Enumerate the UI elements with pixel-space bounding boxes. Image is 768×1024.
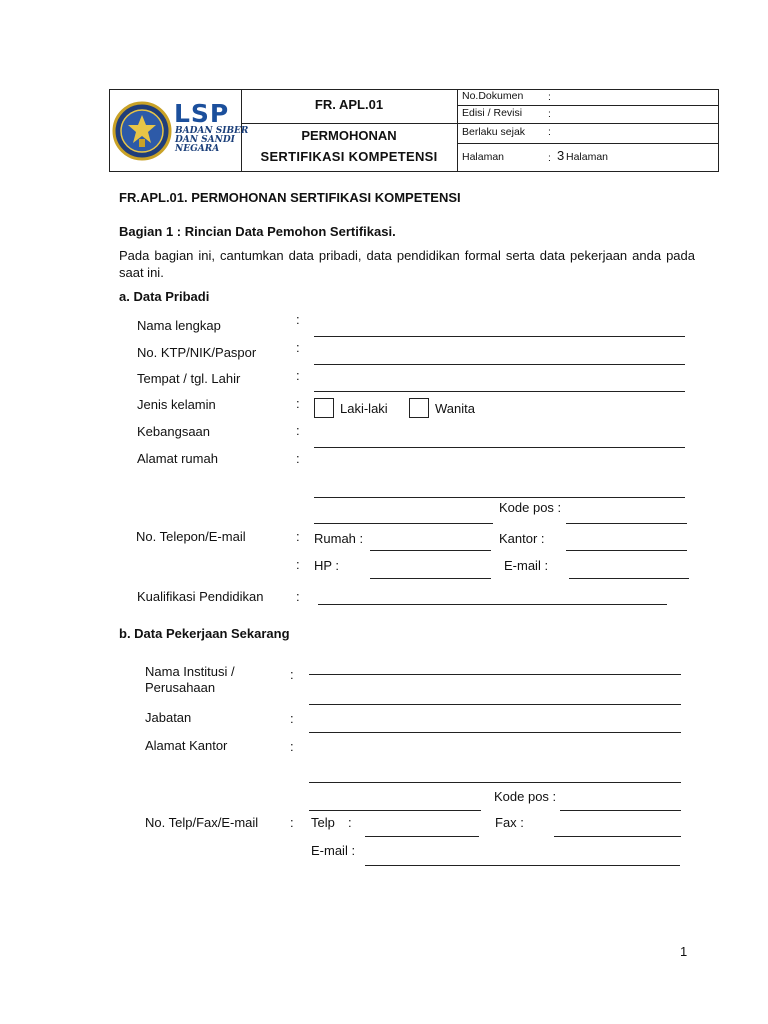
label-institusi-line1: Nama Institusi / <box>145 664 235 679</box>
page-number: 1 <box>680 944 688 959</box>
alamat-kantor-field[interactable] <box>309 782 681 783</box>
form-title-line1: PERMOHONAN <box>301 128 397 143</box>
colon: : <box>296 589 300 604</box>
colon: : <box>290 815 294 830</box>
label-email: E-mail : <box>504 558 549 573</box>
alamat-rumah-field-2[interactable] <box>314 523 493 524</box>
label-laki-laki: Laki-laki <box>340 401 388 416</box>
section-b-heading: b. Data Pekerjaan Sekarang <box>119 626 290 641</box>
colon: : <box>296 529 300 544</box>
header-divider <box>457 90 458 171</box>
kode-pos-kantor-field[interactable] <box>560 810 681 811</box>
intro-line2: saat ini. <box>119 265 164 280</box>
colon: : <box>290 739 294 754</box>
label-wanita: Wanita <box>435 401 475 416</box>
colon: : <box>290 667 294 682</box>
colon: : <box>296 368 300 383</box>
ttl-field[interactable] <box>314 391 685 392</box>
section-a-heading: a. Data Pribadi <box>119 289 210 304</box>
colon: : <box>296 557 300 572</box>
label-nama-lengkap: Nama lengkap <box>137 318 221 333</box>
label-hp: HP : <box>314 558 340 573</box>
colon: : <box>290 711 294 726</box>
colon: : <box>296 423 300 438</box>
label-jabatan: Jabatan <box>145 710 192 725</box>
part1-heading: Bagian 1 : Rincian Data Pemohon Sertifikasi. <box>119 224 396 239</box>
checkbox-laki-laki[interactable] <box>314 398 334 418</box>
institusi-field[interactable] <box>309 674 681 675</box>
document-title: FR.APL.01. PERMOHONAN SERTIFIKASI KOMPETENSI <box>119 190 461 205</box>
label-kualifikasi: Kualifikasi Pendidikan <box>137 589 264 604</box>
alamat-kantor-field-2[interactable] <box>309 810 481 811</box>
label-ktp: No. KTP/NIK/Paspor <box>137 345 257 360</box>
email-field[interactable] <box>569 578 689 579</box>
nama-lengkap-field[interactable] <box>314 336 685 337</box>
header-divider <box>457 105 718 106</box>
meta-label-berlaku: Berlaku sejak <box>462 126 526 138</box>
colon: : <box>348 815 352 830</box>
colon: : <box>296 451 300 466</box>
label-kantor: Kantor : <box>499 531 545 546</box>
meta-label-edisi: Edisi / Revisi <box>462 107 523 119</box>
telepon-kantor-field[interactable] <box>566 550 687 551</box>
colon: : <box>296 396 300 411</box>
kebangsaan-field[interactable] <box>314 447 685 448</box>
institusi-field-2[interactable] <box>309 704 681 705</box>
email-kantor-field[interactable] <box>365 865 680 866</box>
label-alamat-rumah: Alamat rumah <box>137 451 218 466</box>
telepon-rumah-field[interactable] <box>370 550 491 551</box>
label-telp: Telp <box>311 815 335 830</box>
meta-colon: : <box>548 91 551 103</box>
meta-halaman-text: Halaman <box>566 151 609 163</box>
meta-colon: : <box>548 152 551 164</box>
colon: : <box>296 312 300 327</box>
alamat-rumah-field[interactable] <box>314 497 685 498</box>
checkbox-wanita[interactable] <box>409 398 429 418</box>
form-title-line2: SERTIFIKASI KOMPETENSI <box>260 149 438 164</box>
label-telepon: No. Telepon/E-mail <box>136 529 246 544</box>
meta-halaman-number: 3 <box>557 148 565 163</box>
meta-colon: : <box>548 126 551 138</box>
jabatan-field[interactable] <box>309 732 681 733</box>
label-institusi-line2: Perusahaan <box>145 680 216 695</box>
ktp-field[interactable] <box>314 364 685 365</box>
label-telp-fax-email: No. Telp/Fax/E-mail <box>145 815 259 830</box>
logo-org-name: BADAN SIBER DAN SANDI NEGARA <box>175 126 249 154</box>
kualifikasi-field[interactable] <box>318 604 667 605</box>
hp-field[interactable] <box>370 578 491 579</box>
form-code: FR. APL.01 <box>314 97 384 112</box>
kode-pos-field[interactable] <box>566 523 687 524</box>
lsp-logo-text: LSP <box>174 99 230 128</box>
label-jenis-kelamin: Jenis kelamin <box>137 397 216 412</box>
meta-label-no-dokumen: No.Dokumen <box>462 90 524 102</box>
label-kode-pos-kantor: Kode pos : <box>494 789 557 804</box>
colon: : <box>296 340 300 355</box>
label-kode-pos: Kode pos : <box>499 500 562 515</box>
meta-label-halaman: Halaman <box>462 151 505 163</box>
telp-kantor-field[interactable] <box>365 836 479 837</box>
label-email-kantor: E-mail : <box>311 843 356 858</box>
label-rumah: Rumah : <box>314 531 364 546</box>
fax-field[interactable] <box>554 836 681 837</box>
meta-colon: : <box>548 108 551 120</box>
label-fax: Fax : <box>495 815 524 830</box>
bssn-emblem-icon <box>112 101 172 161</box>
label-ttl: Tempat / tgl. Lahir <box>137 371 241 386</box>
header-divider <box>457 143 718 144</box>
intro-line1: Pada bagian ini, cantumkan data pribadi, data pendidikan formal serta data pekerjaan anda pada <box>119 248 695 263</box>
header-divider <box>241 123 718 124</box>
label-kebangsaan: Kebangsaan <box>137 424 211 439</box>
label-alamat-kantor: Alamat Kantor <box>145 738 228 753</box>
